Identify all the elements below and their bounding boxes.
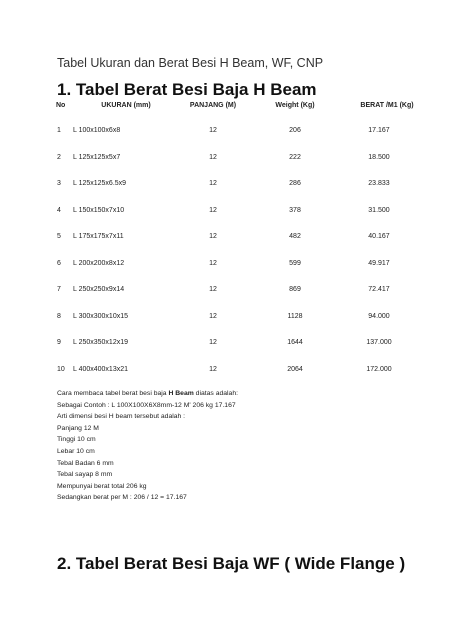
cell-berat-per-m: 18.500 <box>368 153 390 161</box>
cell-ukuran: L 125x125x5x7 <box>73 153 121 161</box>
notes-line: Tebal Badan 6 mm <box>57 459 114 467</box>
cell-no: 5 <box>57 233 61 240</box>
cell-weight: 869 <box>289 286 301 293</box>
cell-panjang: 12 <box>209 312 217 320</box>
table-row <box>0 366 474 378</box>
table-row <box>0 180 474 192</box>
header-weight: Weight (Kg) <box>275 102 315 109</box>
cell-ukuran: L 125x125x6.5x9 <box>73 180 127 187</box>
notes-line: Tebal sayap 8 mm <box>57 471 113 479</box>
table-row <box>0 207 474 219</box>
cell-berat-per-m: 49.917 <box>368 259 390 267</box>
cell-panjang: 12 <box>209 365 217 373</box>
cell-no: 1 <box>57 127 61 134</box>
cell-weight: 2064 <box>287 365 303 373</box>
cell-no: 3 <box>57 180 61 187</box>
notes-line: Sebagai Contoh : L 100X100X6X8mm-12 M' 206 kg 17.167 <box>57 401 236 409</box>
header-no: No <box>56 102 66 109</box>
notes-intro-bold: H Beam <box>168 390 194 397</box>
cell-panjang: 12 <box>209 286 217 293</box>
cell-no: 8 <box>57 312 61 320</box>
table-row <box>0 339 474 351</box>
cell-panjang: 12 <box>209 153 217 161</box>
cell-weight: 482 <box>289 233 301 240</box>
cell-ukuran: L 400x400x13x21 <box>73 365 129 373</box>
cell-ukuran: L 200x200x8x12 <box>73 259 125 267</box>
cell-no: 2 <box>57 153 61 161</box>
cell-weight: 1128 <box>287 312 303 320</box>
notes-intro-end: diatas adalah: <box>193 390 238 397</box>
cell-panjang: 12 <box>209 206 217 214</box>
table-row <box>0 154 474 166</box>
cell-berat-per-m: 40.167 <box>368 233 390 240</box>
notes-line: Sedangkan berat per M : 206 / 12 = 17.167 <box>57 494 187 502</box>
cell-ukuran: L 150x150x7x10 <box>73 206 125 214</box>
cell-berat-per-m: 137.000 <box>366 339 392 346</box>
cell-ukuran: L 175x175x7x11 <box>73 233 124 240</box>
cell-no: 10 <box>57 365 65 373</box>
cell-weight: 378 <box>289 206 301 214</box>
notes-intro <box>57 388 437 400</box>
cell-weight: 1644 <box>287 339 303 346</box>
cell-no: 9 <box>57 339 61 346</box>
table-row <box>0 313 474 325</box>
cell-berat-per-m: 31.500 <box>368 206 390 214</box>
table-row <box>0 260 474 272</box>
cell-ukuran: L 300x300x10x15 <box>73 312 129 320</box>
document-title: Tabel Ukuran dan Berat Besi H Beam, WF, CNP <box>57 56 324 70</box>
notes-line: Arti dimensi besi H beam tersebut adalah : <box>57 413 186 421</box>
cell-weight: 599 <box>289 259 301 267</box>
cell-ukuran: L 100x100x6x8 <box>73 127 121 134</box>
reading-notes <box>57 388 437 504</box>
table-row <box>0 233 474 245</box>
cell-no: 7 <box>57 286 61 293</box>
notes-line: Panjang 12 M <box>57 424 99 432</box>
table-header <box>0 102 474 114</box>
notes-intro-text: Cara membaca tabel berat besi baja <box>57 390 169 397</box>
cell-berat-per-m: 17.167 <box>368 127 390 134</box>
cell-berat-per-m: 94.000 <box>368 312 390 320</box>
header-berat-per-m: BERAT /M1 (Kg) <box>360 102 414 109</box>
cell-panjang: 12 <box>209 259 217 267</box>
cell-ukuran: L 250x350x12x19 <box>73 339 129 346</box>
notes-line: Tinggi 10 cm <box>57 436 96 444</box>
table-row <box>0 127 474 139</box>
header-panjang: PANJANG (M) <box>189 102 237 109</box>
cell-berat-per-m: 72.417 <box>368 286 390 293</box>
table-row <box>0 286 474 298</box>
cell-panjang: 12 <box>209 127 217 134</box>
cell-weight: 222 <box>289 153 301 161</box>
notes-line: Mempunyai berat total 206 kg <box>57 482 147 490</box>
cell-no: 4 <box>57 206 61 214</box>
cell-panjang: 12 <box>209 233 217 240</box>
notes-line: Lebar 10 cm <box>57 447 95 455</box>
cell-berat-per-m: 172.000 <box>366 365 392 373</box>
cell-panjang: 12 <box>209 339 217 346</box>
cell-weight: 206 <box>289 127 301 134</box>
section-1-heading: 1. Tabel Berat Besi Baja H Beam <box>57 80 317 99</box>
cell-no: 6 <box>57 259 61 267</box>
cell-weight: 286 <box>289 180 301 187</box>
cell-panjang: 12 <box>209 180 217 187</box>
cell-ukuran: L 250x250x9x14 <box>73 286 125 293</box>
section-2-heading: 2. Tabel Berat Besi Baja WF ( Wide Flange ) <box>57 554 406 573</box>
header-ukuran: UKURAN (mm) <box>101 102 151 109</box>
cell-berat-per-m: 23.833 <box>368 180 390 187</box>
